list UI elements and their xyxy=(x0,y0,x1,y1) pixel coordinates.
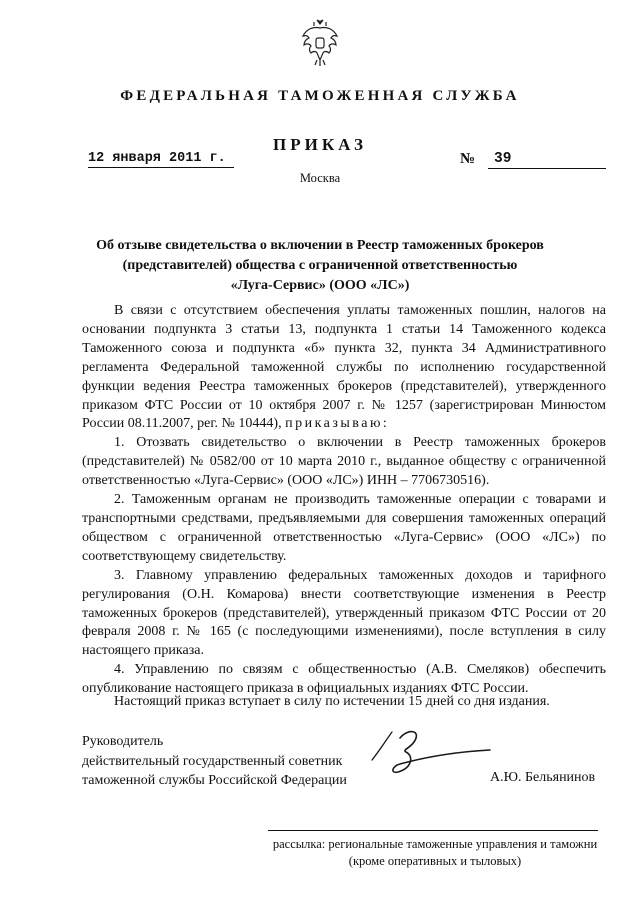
order-subject xyxy=(60,236,580,296)
signer-line: Руководитель xyxy=(82,734,164,749)
signer-title xyxy=(82,732,347,791)
signer-line: действительный государственный советник xyxy=(82,753,343,769)
order-number: 39 xyxy=(488,151,606,169)
subject-line: (представителей) общества с ограниченной ответственностью xyxy=(122,258,518,273)
preamble-text: В связи с отсутствием обеспечения уплаты таможенных пошлин, налогов на основании подпункта 3 статьи 13, подпункта 1 статьи 14 Таможенного кодекса Таможенного союза и подпункта «б» пункта 32, пункта 34 Административного регламента Федеральной таможенной службы по исполнению государственной функции ведения Реестра таможенных брокеров (представителей), утвержденного приказом ФТС России от 10 октября 2007 г. № 1257 (зарегистрирован Минюстом России 08.11.2007, рег. № 10444), xyxy=(82,303,606,432)
preamble-paragraph xyxy=(82,302,606,434)
number-sign: № xyxy=(460,151,476,167)
subject-line: «Луга-Сервис» (ООО «ЛС») xyxy=(230,278,410,293)
order-date: 12 января 2011 г. xyxy=(88,151,234,168)
order-item-1: 1. Отозвать свидетельство о включении в Реестр таможенных брокеров (представителей) № 0582/00 от 10 марта 2010 г., выданное обществу с ограниченной ответственностью «Луга-Сервис» (ООО «ЛС») ИНН – 7706730516). xyxy=(82,435,606,489)
signer-name: А.Ю. Бельянинов xyxy=(490,770,596,785)
signer-line: таможенной службы Российской Федерации xyxy=(82,773,347,788)
handwritten-signature-icon xyxy=(362,720,492,790)
order-item-2: 2. Таможенным органам не производить таможенные операции с товарами и транспортными средствами, предъявляемыми для совершения таможенных операций обществом с ограниченной ответственностью «Луга-Сервис» (ООО «ЛС») по соответствующему свидетельству. xyxy=(82,492,606,564)
order-word: приказываю: xyxy=(285,416,390,432)
city: Москва xyxy=(299,171,341,185)
distribution-list xyxy=(255,836,615,870)
distribution-line: рассылка: региональные таможенные управления и таможни xyxy=(272,837,598,851)
effective-date-clause: Настоящий приказ вступает в силу по истечении 15 дней со дня издания. xyxy=(114,694,550,709)
order-item-3: 3. Главному управлению федеральных таможенных доходов и тарифного регулирования (О.Н. Комарова) внести соответствующие изменения в Реестр таможенных брокеров (представителей), утвержденный приказом ФТС России от 20 февраля 2008 г. № 165 (с последующими изменениями), после вступления в силу настоящего приказа. xyxy=(82,567,606,659)
distribution-line: (кроме оперативных и тыловых) xyxy=(348,854,522,868)
subject-line: Об отзыве свидетельства о включении в Реестр таможенных брокеров xyxy=(96,238,544,253)
order-item-4: 4. Управлению по связям с общественностью (А.В. Смеляков) обеспечить опубликование настоящего приказа в официальных изданиях ФТС России. xyxy=(82,662,606,697)
order-body xyxy=(82,302,606,699)
document-type: ПРИКАЗ xyxy=(273,135,367,154)
divider xyxy=(268,830,598,831)
agency-name: ФЕДЕРАЛЬНАЯ ТАМОЖЕННАЯ СЛУЖБА xyxy=(120,88,520,104)
state-emblem-icon xyxy=(300,18,340,68)
